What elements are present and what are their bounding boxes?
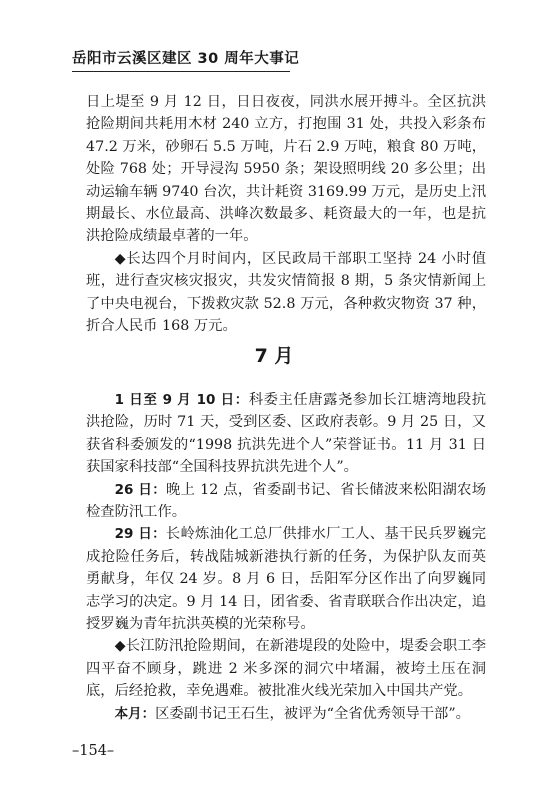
header-rule [72, 71, 290, 72]
month-heading: 7 月 [254, 345, 294, 367]
top-section [86, 91, 486, 337]
entry-date: 26 日： [114, 481, 167, 498]
entry-date: 29 日： [114, 526, 166, 543]
paragraph: 日上堤至 9 月 12 日，日日夜夜，同洪水展开搏斗。全区抗洪抢险期间共耗用木材 240 立方，打抱围 31 处，共投入彩条布 47.2 万米，砂卵石 5.5 万吨，片石 2.9 万吨，粮食 80 万吨，处险 768 处；开导浸沟 5950 条；架设照明线 20 多公里；出动运输车辆 9740 台次，共计耗资 3169.99 万元，是历史上汛期最长、水位最高、洪峰次数最多、耗资最大的一年，也是抗洪抢险成绩最卓著的一年。 [86, 94, 486, 245]
entries-section [86, 389, 486, 725]
entry-date: 1 日至 9 月 10 日： [114, 392, 249, 408]
entry [86, 389, 486, 479]
paragraph: ◆长达四个月时间内，区民政局干部职工坚持 24 小时值班，进行查灾核灾报灾，共发灾情简报 8 期，5 条灾情新闻上了中央电视台，下拨救灾款 52.8 万元，各种救灾物资 37 种，折合人民币 168 万元。 [86, 250, 486, 335]
entry-text: 区委副书记王石生，被评为“全省优秀领导干部”。 [155, 705, 470, 722]
entry [86, 523, 486, 635]
entry [86, 479, 486, 524]
entry-text: 长岭炼油化工总厂供排水厂工人、基干民兵罗巍完成抢险任务后，转战陆城新港执行新的任务，为保护队友而英勇献身，年仅 24 岁。8 月 6 日，岳阳军分区作出了向罗巍同志学习的决定。9 月 14 日，团省委、省青联联合作出决定，追授罗巍为青年抗洪英模的光荣称号。 [86, 526, 486, 633]
running-header: 岳阳市云溪区建区 30 周年大事记 [72, 51, 300, 67]
entry-text: 晚上 12 点，省委副书记、省长储波来松阳湖农场检查防汛工作。 [86, 481, 486, 521]
page-number: –154– [72, 743, 115, 759]
entry-text: 科委主任唐露尧参加长江塘湾地段抗洪抢险，历时 71 天，受到区委、区政府表彰。9 月 25 日，又获省科委颁发的“1998 抗洪先进个人”荣誉证书。11 月 31 日获国家科技部“全国科技界抗洪先进个人”。 [86, 392, 487, 476]
entry [86, 635, 486, 702]
entry-date: 本月： [114, 705, 156, 722]
entry [86, 703, 486, 725]
entry-text: ◆长江防汛抢险期间，在新港堤段的处险中，堤委会职工李四平奋不顾身，跳进 2 米多深的洞穴中堵漏，被垮土压在洞底，后经抢救，幸免遇难。被批准火线光荣加入中国共产党。 [86, 638, 486, 700]
